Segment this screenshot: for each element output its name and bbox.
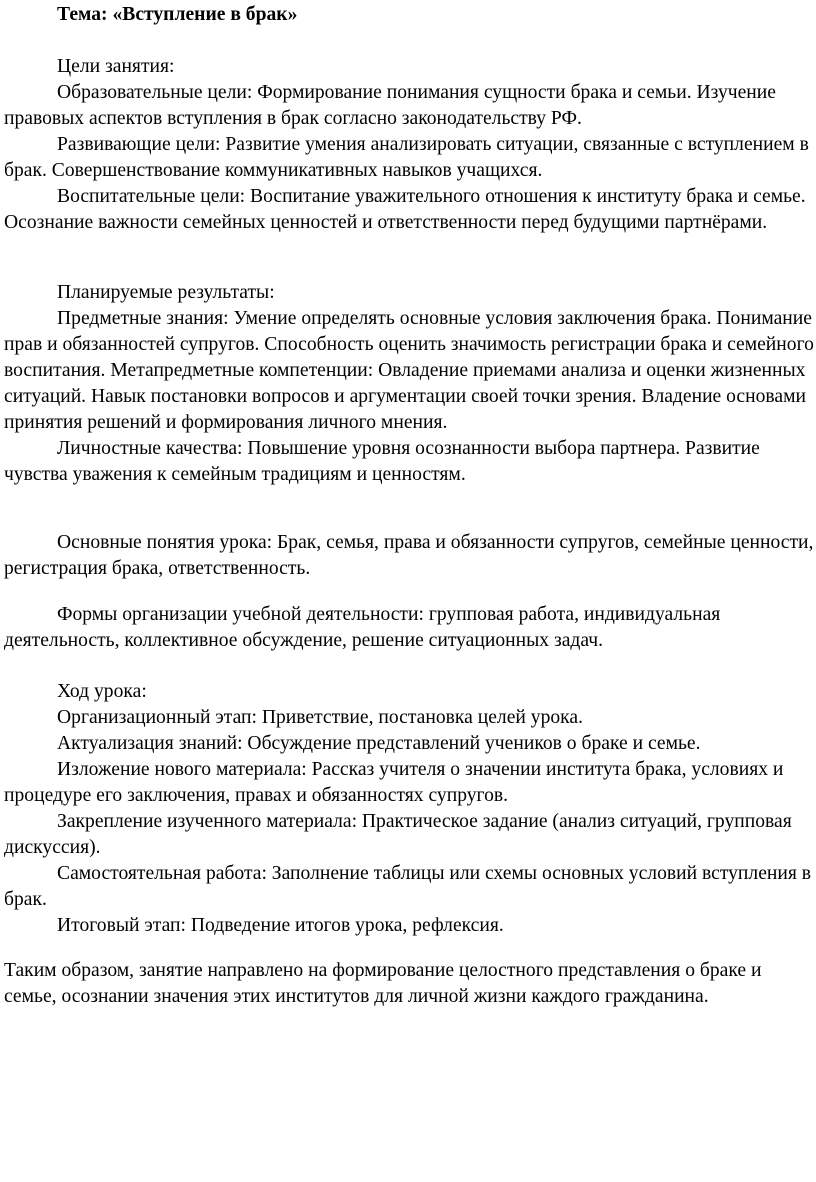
- lesson-step: Актуализация знаний: Обсуждение представлений учеников о браке и семье.: [57, 733, 701, 754]
- concepts-text: Основные понятия урока: Брак, семья, права и обязанности супругов, семейные ценности, регистрация брака, ответственность.: [4, 532, 814, 579]
- lesson-step: Итоговый этап: Подведение итогов урока, рефлексия.: [57, 915, 504, 936]
- lesson-heading: Ход урока:: [57, 681, 147, 702]
- forms-text: Формы организации учебной деятельности: групповая работа, индивидуальная деятельность, коллективное обсуждение, решение ситуационных задач.: [4, 604, 721, 651]
- results-section: [4, 280, 816, 488]
- conclusion-text: Таким образом, занятие направлено на формирование целостного представления о браке и семье, осознании значения этих институтов для личной жизни каждого гражданина.: [4, 960, 762, 1007]
- document-title: Тема: «Вступление в брак»: [57, 4, 298, 25]
- lesson-step: Самостоятельная работа: Заполнение таблицы или схемы основных условий вступления в брак.: [4, 863, 812, 910]
- results-heading: Планируемые результаты:: [57, 282, 275, 303]
- goals-section: [4, 54, 816, 236]
- goals-educational: Образовательные цели: Формирование понимания сущности брака и семьи. Изучение правовых аспектов вступления в брак согласно законодательству РФ.: [4, 82, 776, 129]
- goals-developing: Развивающие цели: Развитие умения анализировать ситуации, связанные с вступлением в брак. Совершенствование коммуникативных навыков учащихся.: [4, 134, 809, 181]
- conclusion-section: [4, 958, 816, 1010]
- results-personal: Личностные качества: Повышение уровня осознанности выбора партнера. Развитие чувства уважения к семейным традициям и ценностям.: [4, 438, 760, 485]
- goals-upbringing: Воспитательные цели: Воспитание уважительного отношения к институту брака и семье. Осознание важности семейных ценностей и ответственности перед будущими партнёрами.: [4, 186, 806, 233]
- results-subject: Предметные знания: Умение определять основные условия заключения брака. Понимание прав и обязанностей супругов. Способность оценить значимость регистрации брака и семейного воспитания. Метапредметные компетенции: Овладение приемами анализа и оценки жизненных ситуаций. Навык постановки вопросов и аргументации своей точки зрения. Владение основами принятия решений и формирования личного мнения.: [4, 308, 814, 433]
- goals-heading: Цели занятия:: [57, 56, 175, 77]
- forms-section: [4, 602, 816, 654]
- lesson-step: Организационный этап: Приветствие, постановка целей урока.: [57, 707, 583, 728]
- lesson-step: Закрепление изученного материала: Практическое задание (анализ ситуаций, групповая дискуссия).: [4, 811, 792, 858]
- lesson-step: Изложение нового материала: Рассказ учителя о значении института брака, условиях и процедуре его заключения, правах и обязанностях супругов.: [4, 759, 784, 806]
- concepts-section: [4, 530, 816, 582]
- lesson-section: [4, 679, 816, 939]
